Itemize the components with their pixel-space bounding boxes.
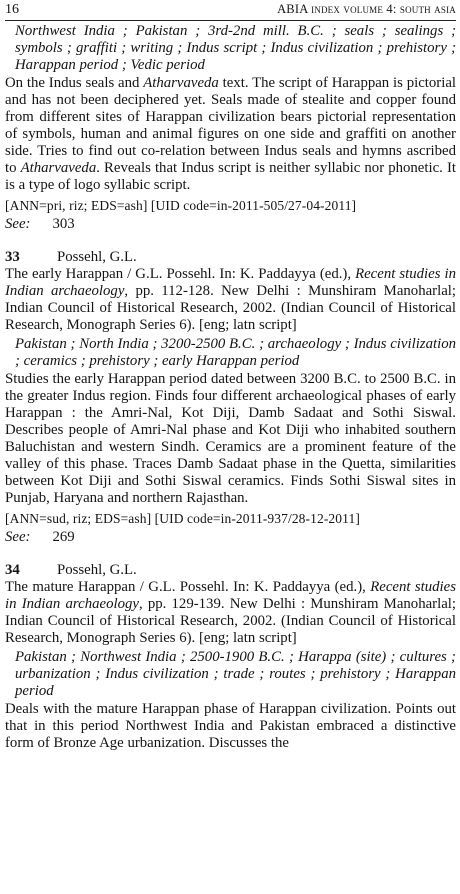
entry-keywords: Pakistan ; Northwest India ; 2500-1900 B.C. ; Harappa (site) ; cultures ; urbanization ; Indus civilization ; trade ; routes ; prehistory ; Harappan period — [15, 649, 456, 699]
see-reference: See: 303 — [5, 216, 75, 232]
entry-heading — [5, 562, 456, 579]
entry-citation: The mature Harappan / G.L. Possehl. In: K. Paddayya (ed.), Recent studies in Indian archaeology, pp. 129-139. New Delhi : Munshiram Manoharlal; Indian Council of Historical Research, 2002. (Indian Council of Historical Research, Monograph Series 6). [eng; latn script] — [5, 579, 456, 646]
entry-33 — [5, 249, 456, 546]
entry-abstract: On the Indus seals and Atharvaveda text. The script of Harappan is pictorial and has not been deciphered yet. Seals made of stealite and copper found from different sites of Harappan civilization bears pictorial representation of symbols, human and animal figures on one side and graffiti on another side. Tries to find out co-relation between Indus seals and hymns ascribed to Atharvaveda. Reveals that Indus script is neither syllabic nor phonetic. It is a type of logo syllabic script. — [5, 75, 456, 193]
entry-author: Possehl, G.L. — [57, 249, 137, 265]
entry-abstract: Deals with the mature Harappan phase of Harappan civilization. Points out that in this period Northwest India and Pakistan embraced a distinctive form of Bronze Age urbanization. Discusses the — [5, 701, 456, 751]
running-head: ABIA index volume 4: south asia — [277, 2, 456, 16]
entry-metadata: [ANN=sud, riz; EDS=ash] [UID code=in-2011-937/28-12-2011] — [5, 511, 360, 526]
page-header — [5, 0, 456, 21]
entry-keywords: Pakistan ; North India ; 3200-2500 B.C. ; archaeology ; Indus civilization ; ceramics ; prehistory ; early Harappan period — [15, 336, 456, 369]
entry-heading — [5, 249, 456, 266]
page-number: 16 — [5, 2, 19, 17]
see-reference: See: 269 — [5, 529, 75, 545]
see-number: 269 — [52, 529, 75, 545]
entry-number: 34 — [5, 562, 20, 578]
entry-keywords: Northwest India ; Pakistan ; 3rd-2nd mill. B.C. ; seals ; sealings ; symbols ; graffiti ; writing ; Indus script ; Indus civilization ; prehistory ; Harappan period ; Vedic period — [15, 23, 456, 73]
entry-citation: The early Harappan / G.L. Possehl. In: K. Paddayya (ed.), Recent studies in Indian archaeology, pp. 112-128. New Delhi : Munshiram Manoharlal; Indian Council of Historical Research, 2002. (Indian Council of Historical Research, Monograph Series 6). [eng; latn script] — [5, 266, 456, 333]
entry-abstract: Studies the early Harappan period dated between 3200 B.C. to 2500 B.C. in the greater Indus region. Finds four different archaeological phases of early Harappan : the Amri-Nal, Kot Diji, Damb Sadaat and Sothi Siswal. Describes people of Amri-Nal phase and Kot Diji who inhabited southern Baluchistan and western Sindh. Ceramics are a prominent feature of the valley of this phase. Traces Damb Sadaat phase in the Quetta, similarities between Kot Diji and Sothi Siswal ceramics. Finds Sothi Siswal sites in Punjab, Haryana and northern Rajasthan. — [5, 371, 456, 506]
entry-continued — [5, 23, 456, 233]
entry-number: 33 — [5, 249, 20, 265]
entry-author: Possehl, G.L. — [57, 562, 137, 578]
entry-34 — [5, 562, 456, 752]
see-number: 303 — [52, 216, 75, 232]
entry-metadata: [ANN=pri, riz; EDS=ash] [UID code=in-2011-505/27-04-2011] — [5, 198, 357, 213]
